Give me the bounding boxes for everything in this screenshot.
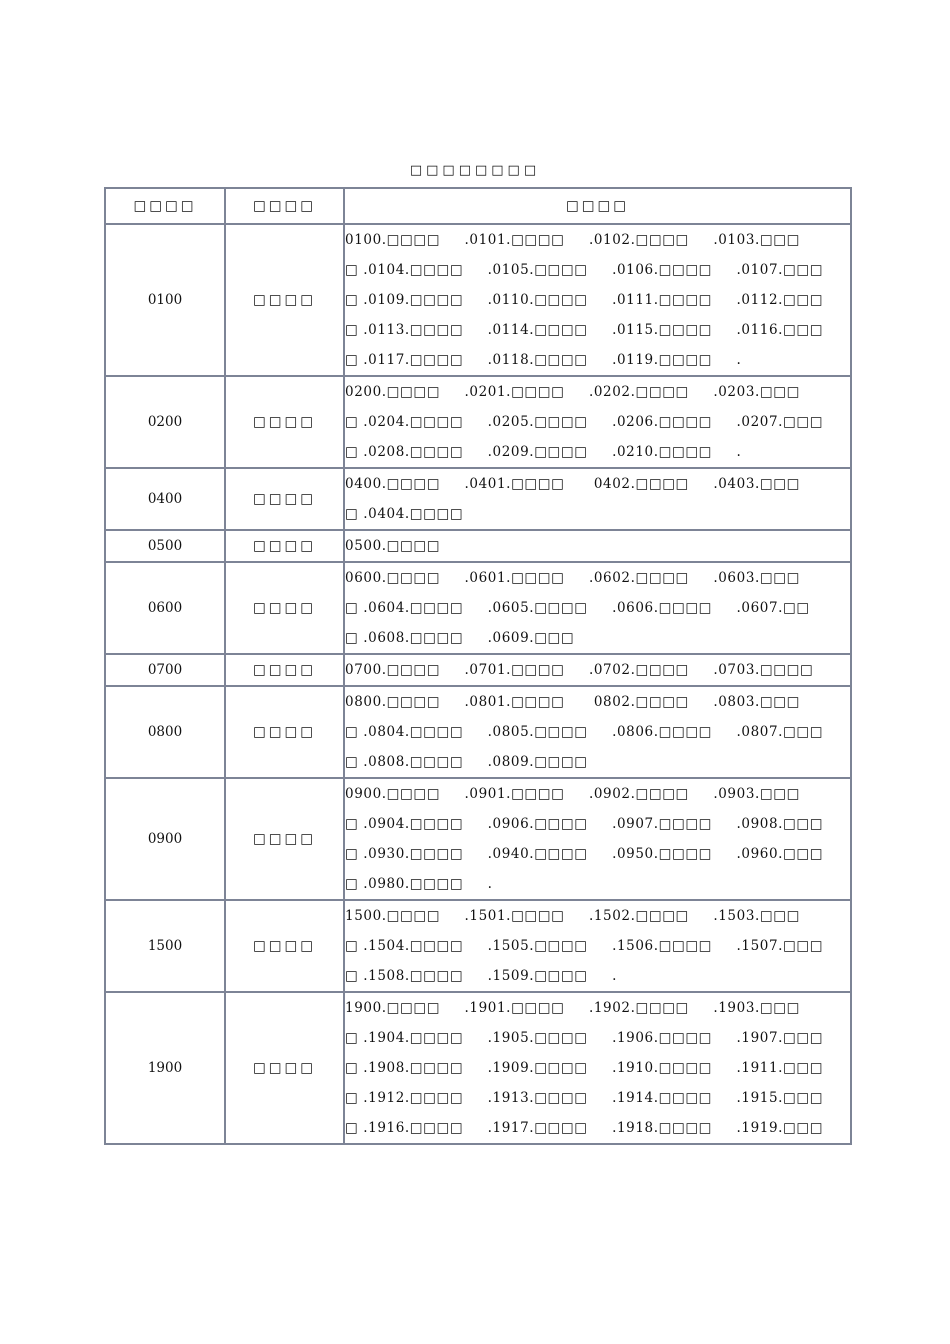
detail-line: 0900.□□□□ .0901.□□□□ .0902.□□□□ .0903.□□□: [345, 786, 800, 802]
detail-line: □ .0980.□□□□ .: [345, 876, 493, 892]
row-detail: [344, 686, 851, 778]
table-row: [105, 468, 851, 530]
detail-line: □ .1508.□□□□ .1509.□□□□ .: [345, 968, 617, 984]
detail-line: □ .0109.□□□□ .0110.□□□□ .0111.□□□□ .0112.□□□: [345, 292, 824, 308]
row-code: 0900: [105, 778, 225, 900]
row-detail: [344, 778, 851, 900]
table-row: [105, 992, 851, 1144]
detail-line: 0600.□□□□ .0601.□□□□ .0602.□□□□ .0603.□□□: [345, 570, 800, 586]
row-code: 1900: [105, 992, 225, 1144]
row-name: □□□□: [225, 778, 344, 900]
detail-line: □ .1908.□□□□ .1909.□□□□ .1910.□□□□ .1911.□□□: [345, 1060, 824, 1076]
table-body: [105, 224, 851, 1144]
detail-line: □ .0930.□□□□ .0940.□□□□ .0950.□□□□ .0960.□□□: [345, 846, 824, 862]
detail-line: □ .0208.□□□□ .0209.□□□□ .0210.□□□□ .: [345, 444, 742, 460]
header-code: □□□□: [105, 188, 225, 224]
page-title: □□□□□□□□: [409, 163, 541, 178]
detail-line: 1500.□□□□ .1501.□□□□ .1502.□□□□ .1503.□□□: [345, 908, 800, 924]
table-header: [105, 188, 851, 224]
detail-line: □ .0808.□□□□ .0809.□□□□: [345, 754, 588, 770]
table-row: [105, 900, 851, 992]
row-code: 1500: [105, 900, 225, 992]
detail-line: □ .0104.□□□□ .0105.□□□□ .0106.□□□□ .0107.□□□: [345, 262, 824, 278]
row-detail: [344, 900, 851, 992]
row-code: 0400: [105, 468, 225, 530]
row-name: □□□□: [225, 900, 344, 992]
detail-line: □ .0113.□□□□ .0114.□□□□ .0115.□□□□ .0116.□□□: [345, 322, 824, 338]
detail-line: □ .1904.□□□□ .1905.□□□□ .1906.□□□□ .1907.□□□: [345, 1030, 824, 1046]
detail-line: □ .1912.□□□□ .1913.□□□□ .1914.□□□□ .1915.□□□: [345, 1090, 824, 1106]
row-code: 0600: [105, 562, 225, 654]
row-name: □□□□: [225, 224, 344, 376]
row-detail: [344, 376, 851, 468]
row-code: 0100: [105, 224, 225, 376]
header-name: □□□□: [225, 188, 344, 224]
header-detail: □□□□: [344, 188, 851, 224]
detail-line: 0700.□□□□ .0701.□□□□ .0702.□□□□ .0703.□□□□: [345, 662, 814, 678]
table-row: [105, 530, 851, 562]
table-row: [105, 376, 851, 468]
table-row: [105, 562, 851, 654]
detail-line: □ .0404.□□□□: [345, 506, 464, 522]
row-detail: [344, 224, 851, 376]
detail-line: 0400.□□□□ .0401.□□□□ 0402.□□□□ .0403.□□□: [345, 476, 800, 492]
detail-line: 1900.□□□□ .1901.□□□□ .1902.□□□□ .1903.□□□: [345, 1000, 800, 1016]
row-name: □□□□: [225, 654, 344, 686]
row-detail: [344, 530, 851, 562]
detail-line: □ .0604.□□□□ .0605.□□□□ .0606.□□□□ .0607.□□: [345, 600, 810, 616]
detail-line: □ .0204.□□□□ .0205.□□□□ .0206.□□□□ .0207.□□□: [345, 414, 824, 430]
row-code: 0700: [105, 654, 225, 686]
row-code: 0500: [105, 530, 225, 562]
row-detail: [344, 992, 851, 1144]
row-detail: [344, 654, 851, 686]
detail-line: □ .0904.□□□□ .0906.□□□□ .0907.□□□□ .0908.□□□: [345, 816, 824, 832]
row-name: □□□□: [225, 686, 344, 778]
row-detail: [344, 468, 851, 530]
table-row: [105, 778, 851, 900]
row-code: 0200: [105, 376, 225, 468]
detail-line: 0800.□□□□ .0801.□□□□ 0802.□□□□ .0803.□□□: [345, 694, 800, 710]
row-name: □□□□: [225, 376, 344, 468]
detail-line: 0100.□□□□ .0101.□□□□ .0102.□□□□ .0103.□□□: [345, 232, 800, 248]
code-table: [104, 187, 852, 1145]
table-row: [105, 686, 851, 778]
header-row: [105, 188, 851, 224]
detail-line: □ .0117.□□□□ .0118.□□□□ .0119.□□□□ .: [345, 352, 742, 368]
row-name: □□□□: [225, 992, 344, 1144]
table-row: [105, 224, 851, 376]
row-detail: [344, 562, 851, 654]
row-name: □□□□: [225, 468, 344, 530]
detail-line: □ .0804.□□□□ .0805.□□□□ .0806.□□□□ .0807.□□□: [345, 724, 824, 740]
detail-line: □ .1916.□□□□ .1917.□□□□ .1918.□□□□ .1919.□□□: [345, 1120, 824, 1136]
row-name: □□□□: [225, 530, 344, 562]
detail-line: 0500.□□□□: [345, 538, 441, 554]
row-name: □□□□: [225, 562, 344, 654]
detail-line: □ .1504.□□□□ .1505.□□□□ .1506.□□□□ .1507.□□□: [345, 938, 824, 954]
row-code: 0800: [105, 686, 225, 778]
table-row: [105, 654, 851, 686]
detail-line: □ .0608.□□□□ .0609.□□□: [345, 630, 575, 646]
detail-line: 0200.□□□□ .0201.□□□□ .0202.□□□□ .0203.□□□: [345, 384, 800, 400]
